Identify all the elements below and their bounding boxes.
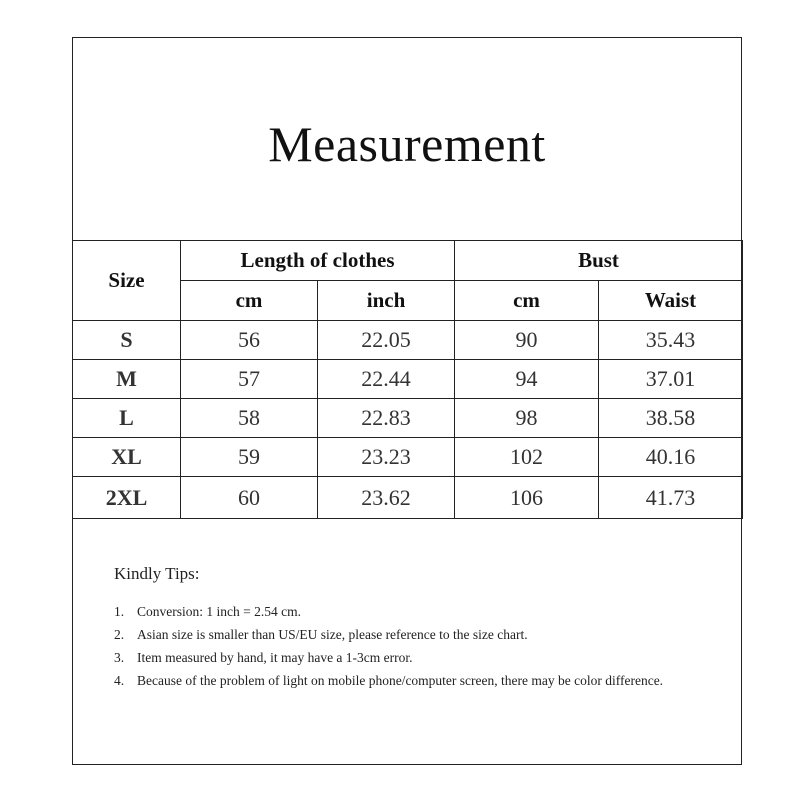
bust-cm-header: cm	[455, 281, 599, 321]
table-cell: 56	[181, 321, 318, 360]
table-row	[73, 477, 743, 519]
list-item-number: 4.	[114, 673, 125, 688]
table-cell: 94	[455, 360, 599, 399]
length-cm-header: cm	[181, 281, 318, 321]
size-cell: XL	[73, 438, 181, 477]
table-row	[73, 438, 743, 477]
table-cell: 37.01	[599, 360, 743, 399]
list-item	[114, 669, 674, 692]
tips-list	[114, 600, 674, 692]
table-cell: 58	[181, 399, 318, 438]
table-cell: 22.83	[318, 399, 455, 438]
list-item-text: Asian size is smaller than US/EU size, please reference to the size chart.	[137, 627, 528, 642]
list-item	[114, 600, 674, 623]
table-cell: 35.43	[599, 321, 743, 360]
list-item	[114, 623, 674, 646]
tips-section	[114, 564, 674, 692]
table-cell: 41.73	[599, 477, 743, 519]
table-row	[73, 399, 743, 438]
size-cell: M	[73, 360, 181, 399]
tips-title: Kindly Tips:	[114, 564, 200, 583]
table-cell: 23.62	[318, 477, 455, 519]
table-cell: 102	[455, 438, 599, 477]
table-cell: 59	[181, 438, 318, 477]
size-chart-frame	[72, 37, 742, 765]
table-cell: 38.58	[599, 399, 743, 438]
length-header: Length of clothes	[181, 241, 455, 281]
table-row	[73, 360, 743, 399]
table-header-row	[73, 241, 743, 281]
bust-header: Bust	[455, 241, 743, 281]
table-cell: 57	[181, 360, 318, 399]
list-item-text: Because of the problem of light on mobile phone/computer screen, there may be color difference.	[137, 673, 664, 688]
list-item	[114, 646, 674, 669]
page-title: Measurement	[268, 115, 546, 172]
table-cell: 22.05	[318, 321, 455, 360]
list-item-text: Conversion: 1 inch = 2.54 cm.	[137, 604, 301, 619]
size-cell: 2XL	[73, 477, 181, 519]
table-row	[73, 321, 743, 360]
size-cell: L	[73, 399, 181, 438]
table-cell: 22.44	[318, 360, 455, 399]
list-item-number: 2.	[114, 627, 125, 642]
list-item-number: 3.	[114, 650, 125, 665]
size-table	[72, 240, 743, 519]
length-inch-header: inch	[318, 281, 455, 321]
list-item-text: Item measured by hand, it may have a 1-3cm error.	[137, 650, 413, 665]
waist-header: Waist	[599, 281, 743, 321]
list-item-number: 1.	[114, 604, 125, 619]
table-cell: 90	[455, 321, 599, 360]
table-cell: 23.23	[318, 438, 455, 477]
table-cell: 106	[455, 477, 599, 519]
size-cell: S	[73, 321, 181, 360]
table-cell: 40.16	[599, 438, 743, 477]
table-cell: 60	[181, 477, 318, 519]
size-header: Size	[73, 241, 181, 321]
table-cell: 98	[455, 399, 599, 438]
